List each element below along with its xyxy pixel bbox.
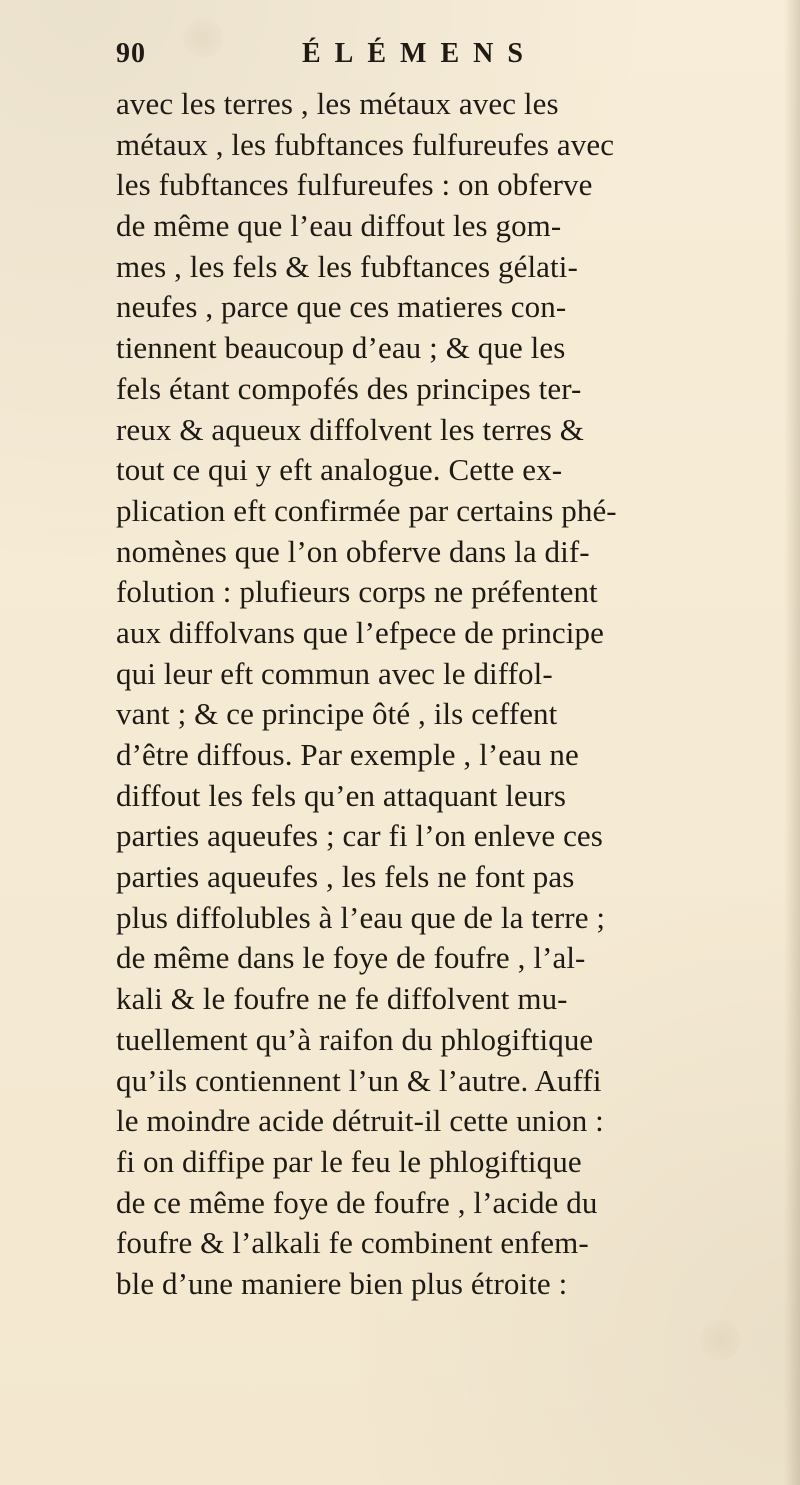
- text-line: plication eft confirmée par certains phé-: [116, 492, 617, 528]
- running-title: ÉLÉMENS: [302, 38, 537, 69]
- text-line: métaux , les fubftances fulfureufes avec: [116, 126, 615, 162]
- text-line: foufre & l’alkali fe combinent enfem-: [116, 1225, 589, 1261]
- text-line: ble d’une maniere bien plus étroite :: [116, 1265, 568, 1301]
- text-line: parties aqueufes ; car fi l’on enleve ces: [116, 818, 603, 854]
- text-line: tiennent beaucoup d’eau ; & que les: [116, 330, 566, 366]
- text-line: vant ; & ce principe ôté , ils ceffent: [116, 696, 558, 732]
- text-line: le moindre acide détruit-il cette union :: [116, 1103, 604, 1139]
- text-line: reux & aqueux diffolvent les terres &: [116, 411, 584, 447]
- text-line: folution : plufieurs corps ne préfentent: [116, 574, 598, 610]
- text-line: mes , les fels & les fubftances gélati-: [116, 248, 578, 284]
- text-line: de même dans le foye de foufre , l’al-: [116, 940, 586, 976]
- text-line: avec les terres , les métaux avec les: [116, 86, 559, 121]
- text-line: tout ce qui y eft analogue. Cette ex-: [116, 452, 563, 488]
- text-line: de même que l’eau diffout les gom-: [116, 208, 562, 244]
- page-header: [116, 38, 676, 82]
- page-edge-shadow: [784, 0, 800, 1485]
- text-line: tuellement qu’à raifon du phlogiftique: [116, 1021, 594, 1057]
- text-line: kali & le foufre ne fe diffolvent mu-: [116, 981, 568, 1017]
- text-line: fels étant compofés des principes ter-: [116, 370, 582, 406]
- text-line: plus diffolubles à l’eau que de la terre ;: [116, 899, 606, 935]
- text-line: aux diffolvans que l’efpece de principe: [116, 614, 604, 650]
- text-line: les fubftances fulfureufes : on obferve: [116, 167, 593, 203]
- text-line: qu’ils contiennent l’un & l’autre. Auffi: [116, 1062, 602, 1098]
- text-line: d’être diffous. Par exemple , l’eau ne: [116, 737, 579, 772]
- body-text: [116, 84, 771, 1305]
- text-line: diffout les fels qu’en attaquant leurs: [116, 777, 567, 813]
- paper-stain: [700, 1320, 740, 1360]
- text-line: qui leur eft commun avec le diffol-: [116, 655, 553, 691]
- text-line: de ce même foye de foufre , l’acide du: [116, 1184, 598, 1220]
- text-line: neufes , parce que ces matieres con-: [116, 289, 567, 325]
- text-line: nomènes que l’on obferve dans la dif-: [116, 533, 590, 569]
- text-line: fi on diffipe par le feu le phlogiftique: [116, 1143, 582, 1179]
- text-line: parties aqueufes , les fels ne font pas: [116, 859, 575, 895]
- page-number: 90: [116, 38, 146, 69]
